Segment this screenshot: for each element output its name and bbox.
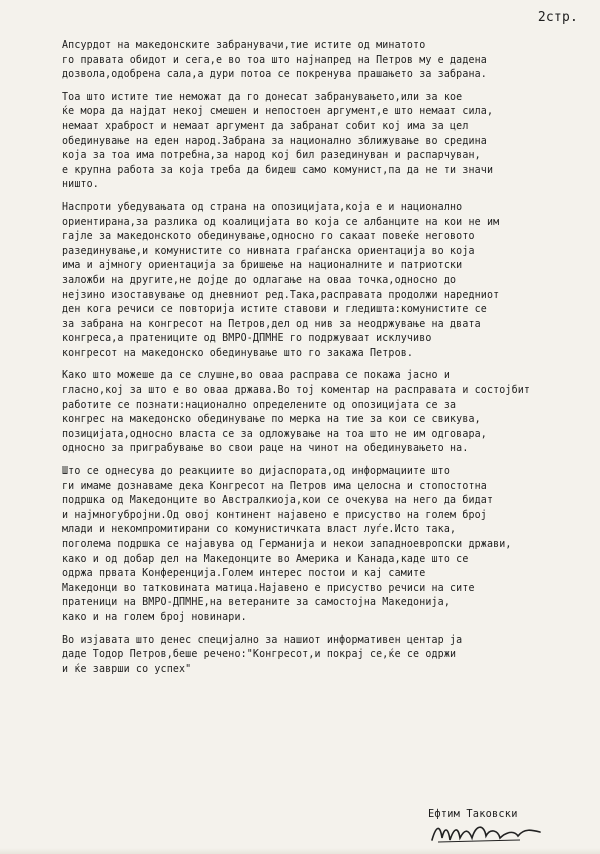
signature-name: Ефтим Таковски — [428, 808, 518, 820]
text-line: ништо. — [62, 178, 99, 191]
text-line: ориентирана,за разлика од коалицијата во која се албанците на кои не им — [62, 215, 500, 228]
text-line: гајле за македонското обединување,односно го сакаат повеќе неговото — [62, 230, 475, 243]
paragraph — [62, 38, 582, 82]
text-line: Што се однесува до реакциите во дијаспората,од информациите што — [62, 465, 451, 478]
document-body — [62, 38, 582, 676]
text-line: односно за приграбување во свои раце на чинот на обединувањето на. — [62, 442, 469, 455]
text-line: пратеници на ВМРО-ДПМНЕ,на ветераните за самостојна Македонија, — [62, 596, 451, 609]
text-line: Наспроти убедувањата од страна на опозицијата,која е и национално — [62, 200, 463, 213]
paragraph — [62, 464, 582, 625]
text-line: е крупна работа за која треба да бидеш само комунист,па да не ти значи — [62, 163, 494, 176]
text-line: за забрана на конгресот на Петров,дел од нив за неодржување на двата — [62, 317, 481, 330]
text-line: која за тоа има потребна,за народ кој бил разединуван и распарчуван, — [62, 149, 481, 162]
paragraph — [62, 368, 582, 456]
text-line: даде Тодор Петров,беше речено:"Конгресот,и покрај се,ќе се одржи — [62, 648, 457, 661]
text-line: гласно,кој за што е во оваа држава.Во тој коментар на расправата и состојбит — [62, 384, 531, 397]
signature-block — [428, 808, 588, 848]
text-line: има и ајмногу ориентација за бришење на националните и патриотски — [62, 259, 463, 272]
paragraph — [62, 633, 582, 677]
text-line: и ќе заврши со успех" — [62, 662, 192, 675]
paragraph — [62, 200, 582, 361]
text-line: одржа првата Конференција.Голем интерес постои и кај самите — [62, 567, 426, 580]
text-line: и најмногубројни.Од овој континент најавено е присуство на голем број — [62, 508, 487, 521]
text-line: Тоа што истите тие неможат да го донесат забранувањето,или за кое — [62, 90, 463, 103]
text-line: ги имаме дознаваме дека Конгресот на Петров има целосна и стопостотна — [62, 479, 487, 492]
text-line: разединување,и комунистите со нивната граѓанска ориентација во која — [62, 244, 475, 257]
text-line: дозвола,одобрена сала,а дури потоа се покренува прашањето за забрана. — [62, 68, 487, 81]
text-line: Апсурдот на македонските забранувачи,тие истите од минатото — [62, 39, 426, 51]
text-line: нејзино изоставување од дневниот ред.Така,расправата продолжи наредниот — [62, 288, 500, 301]
text-line: како и од добар дел на Македонците во Америка и Канада,каде што се — [62, 552, 469, 565]
text-line: ден кога речиси се повторија истите ставови и гледишта:комунистите се — [62, 303, 487, 316]
text-line: обединување на еден народ.Забрана за национално зближување во средина — [62, 134, 487, 147]
text-line: подршка од Македонците во Австралкиоја,кои се очекува на него да бидат — [62, 494, 494, 507]
text-line: како и на голем број новинари. — [62, 610, 247, 623]
text-line: конгреса,а пратениците од ВМРО-ДПМНЕ го подржуваат исклучиво — [62, 332, 432, 345]
text-line: Во изјавата што денес специјално за нашиот информативен центар ја — [62, 633, 463, 646]
page-bottom-edge — [0, 848, 600, 854]
text-line: работите се познати:национално определените од опозицијата се за — [62, 398, 457, 411]
text-line: Македонци во татковината матица.Најавено е присуство речиси на сите — [62, 581, 475, 594]
text-line: конгресот на македонско обединување што го закажа Петров. — [62, 346, 414, 359]
text-line: немаат храброст и немаат аргумент да забранат собит кој има за цел — [62, 119, 469, 132]
text-line: го правата обидот и сега,е во тоа што најнапред на Петров му е дадена — [62, 53, 487, 66]
text-line: Како што можеше да се слушне,во оваа расправа се покажа јасно и — [62, 369, 451, 382]
text-line: заложби на другите,не дојде до одлагање на оваа точка,односно до — [62, 273, 457, 286]
page-number: 2стр. — [537, 10, 578, 25]
handwritten-signature — [428, 818, 548, 848]
text-line: млади и некомпромитирани со комунистичката власт луѓе.Исто така, — [62, 523, 457, 536]
text-line: конгрес на македонско обединување по мерка на тие за кои се свикува, — [62, 413, 481, 426]
text-line: поголема подршка се најавува од Германија и некои западноевропски држави, — [62, 538, 512, 550]
text-line: позицијата,односно власта се за одложување на тоа што не им одговара, — [62, 427, 487, 440]
text-line: ќе мора да најдат некој смешен и непостоен аргумент,е што немаат сила, — [62, 105, 494, 118]
paragraph — [62, 90, 582, 192]
